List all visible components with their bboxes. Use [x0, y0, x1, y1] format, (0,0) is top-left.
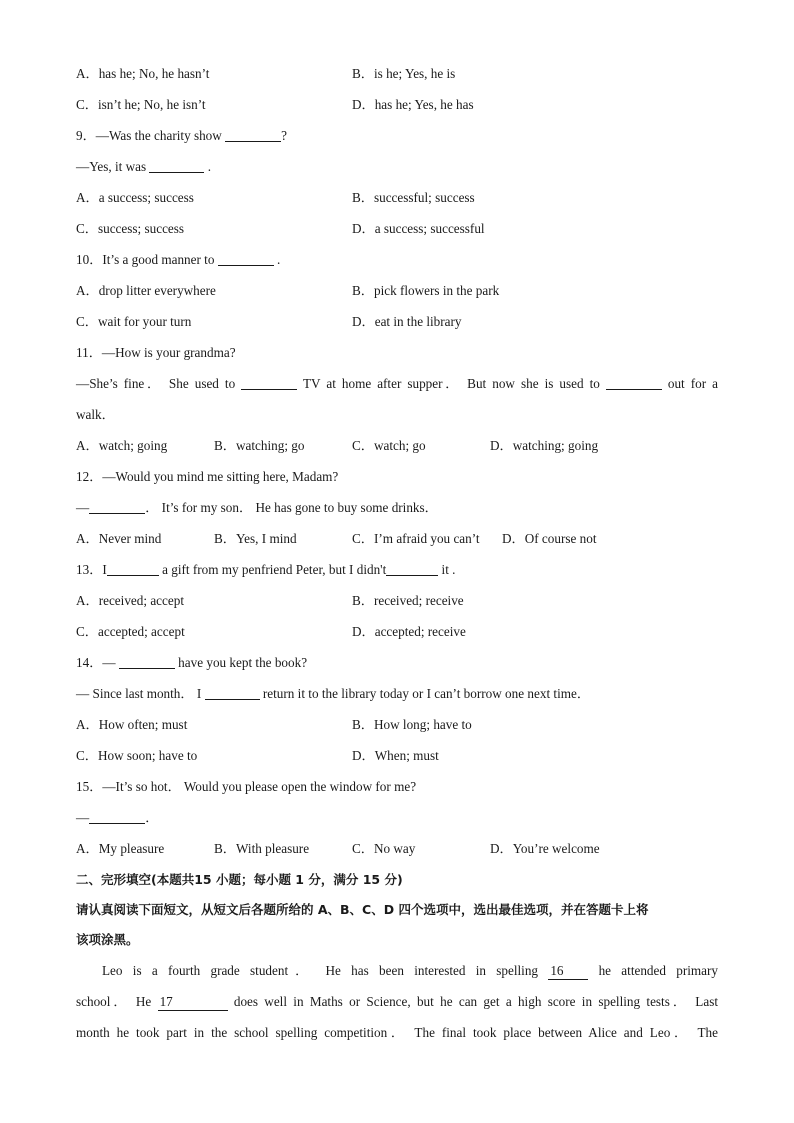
q15-reply-pre: —	[76, 810, 90, 825]
q14-stem-post: have you kept the book?	[174, 655, 308, 670]
passage-line-2	[76, 986, 718, 1017]
q11-blank-2[interactable]	[606, 375, 662, 390]
q11-stem	[76, 337, 718, 368]
q9-blank-2[interactable]	[149, 158, 204, 173]
q9-stem-post: ?	[281, 128, 287, 143]
passage-line-2-pre: school． He	[76, 994, 158, 1009]
q12-option-d[interactable]: D．Of course not	[502, 531, 597, 546]
q12-options	[76, 523, 718, 554]
q10-stem-pre: 10．It’s a good manner to	[76, 252, 218, 267]
q12-option-c[interactable]: C．I’m afraid you can’t	[352, 531, 480, 546]
q11-reply-cont-text: walk．	[76, 407, 115, 422]
q8-option-a[interactable]: A．has he; No, he hasn’t	[76, 66, 210, 81]
q13-option-d[interactable]: D．accepted; receive	[352, 624, 466, 639]
q10-options-row1	[76, 275, 718, 306]
q11-reply-p3: out for a	[661, 376, 718, 391]
q12-blank[interactable]	[89, 499, 145, 514]
q9-options-row2	[76, 213, 718, 244]
q9-stem	[76, 120, 718, 151]
q14-blank-2[interactable]	[205, 685, 260, 700]
passage-line-1-post: he attended primary	[588, 963, 718, 978]
q12-stem-text: 12．—Would you mind me sitting here, Madam?	[76, 469, 339, 484]
q13-options-row1	[76, 585, 718, 616]
q11-options	[76, 430, 718, 461]
section-2-instruction-line2: 该项涂黑。	[76, 932, 139, 947]
q11-option-c[interactable]: C．watch; go	[352, 438, 426, 453]
q13-blank-1[interactable]	[107, 561, 159, 576]
cloze-blank-17[interactable]: 17	[158, 994, 228, 1011]
q8-options-row1	[76, 58, 718, 89]
q9-option-b[interactable]: B．successful; success	[352, 190, 475, 205]
q11-reply	[76, 368, 718, 399]
q12-reply-post: ． It’s for my son． He has gone to buy some drinks．	[145, 500, 438, 515]
q14-reply-post: return it to the library today or I can’t borrow one next time．	[259, 686, 591, 701]
q14-reply-pre: — Since last month． I	[76, 686, 205, 701]
q12-option-a[interactable]: A．Never mind	[76, 531, 162, 546]
q11-option-d[interactable]: D．watching; going	[490, 438, 599, 453]
q15-option-d[interactable]: D．You’re welcome	[490, 841, 600, 856]
q10-option-d[interactable]: D．eat in the library	[352, 314, 462, 329]
q14-stem-pre: 14．—	[76, 655, 119, 670]
q8-option-b[interactable]: B．is he; Yes, he is	[352, 66, 456, 81]
q12-reply	[76, 492, 718, 523]
q8-option-d[interactable]: D．has he; Yes, he has	[352, 97, 474, 112]
passage-line-1-pre: Leo is a fourth grade student． He has been interested in spelling	[102, 963, 549, 978]
q15-stem	[76, 771, 718, 802]
q11-reply-text	[76, 368, 718, 399]
q11-option-b[interactable]: B．watching; go	[214, 438, 305, 453]
q9-option-c[interactable]: C．success; success	[76, 221, 185, 236]
q8-options-row2	[76, 89, 718, 120]
q13-blank-2[interactable]	[386, 561, 438, 576]
q14-reply	[76, 678, 718, 709]
q14-options-row2	[76, 740, 718, 771]
q14-option-d[interactable]: D．When; must	[352, 748, 439, 763]
q13-p3: it .	[438, 562, 456, 577]
q14-option-a[interactable]: A．How often; must	[76, 717, 188, 732]
q9-options-row1	[76, 182, 718, 213]
q13-option-a[interactable]: A．received; accept	[76, 593, 184, 608]
q14-option-c[interactable]: C．How soon; have to	[76, 748, 198, 763]
q15-reply-post: ．	[145, 810, 159, 825]
q11-reply-p2: TV at home after supper． But now she is used to	[297, 376, 606, 391]
q11-reply-cont	[76, 399, 718, 430]
q13-stem	[76, 554, 718, 585]
passage-line-1	[76, 955, 718, 986]
q14-stem	[76, 647, 718, 678]
q9-reply-post: .	[204, 159, 211, 174]
passage-line-3: month he took part in the school spelling competition． The final took place between Alice and Leo． The	[76, 1025, 718, 1040]
section-2-instruction-line1: 请认真阅读下面短文，从短文后各题所给的 A、B、C、D 四个选项中，选出最佳选项，并在答题卡上将	[76, 902, 649, 917]
q15-option-b[interactable]: B．With pleasure	[214, 841, 310, 856]
q10-option-a[interactable]: A．drop litter everywhere	[76, 283, 216, 298]
q9-reply	[76, 151, 718, 182]
q9-option-d[interactable]: D．a success; successful	[352, 221, 485, 236]
q11-option-a[interactable]: A．watch; going	[76, 438, 168, 453]
q14-option-b[interactable]: B．How long; have to	[352, 717, 472, 732]
passage-line-2-post: does well in Maths or Science, but he can get a high score in spelling tests． Last	[227, 994, 719, 1009]
q10-stem	[76, 244, 718, 275]
q10-options-row2	[76, 306, 718, 337]
q14-blank-1[interactable]	[119, 654, 175, 669]
q12-reply-pre: —	[76, 500, 90, 515]
q11-blank-1[interactable]	[241, 375, 297, 390]
q10-stem-post: .	[273, 252, 281, 267]
cloze-blank-16[interactable]: 16	[548, 963, 588, 980]
q9-option-a[interactable]: A．a success; success	[76, 190, 194, 205]
q9-reply-pre: —Yes, it was	[76, 159, 150, 174]
q10-option-b[interactable]: B．pick flowers in the park	[352, 283, 500, 298]
worksheet-page	[76, 58, 718, 1048]
q12-option-b[interactable]: B．Yes, I mind	[214, 531, 297, 546]
q15-reply	[76, 802, 718, 833]
q15-stem-text: 15．—It’s so hot． Would you please open the window for me?	[76, 779, 417, 794]
q10-option-c[interactable]: C．wait for your turn	[76, 314, 192, 329]
q9-stem-pre: 9．—Was the charity show	[76, 128, 226, 143]
q13-option-c[interactable]: C．accepted; accept	[76, 624, 185, 639]
q15-options	[76, 833, 718, 864]
q11-stem-text: 11．—How is your grandma?	[76, 345, 236, 360]
q15-option-a[interactable]: A．My pleasure	[76, 841, 165, 856]
q15-blank[interactable]	[89, 809, 145, 824]
q13-options-row2	[76, 616, 718, 647]
q13-option-b[interactable]: B．received; receive	[352, 593, 464, 608]
q8-option-c[interactable]: C．isn’t he; No, he isn’t	[76, 97, 206, 112]
q12-stem	[76, 461, 718, 492]
q14-options-row1	[76, 709, 718, 740]
q10-blank[interactable]	[218, 251, 274, 266]
section-2-title: 二、完形填空(本题共15 小题；每小题 1 分，满分 15 分)	[76, 872, 403, 887]
q9-blank-1[interactable]	[225, 127, 281, 142]
q13-p1: 13．I	[76, 562, 107, 577]
q13-p2: a gift from my penfriend Peter, but I didn't	[158, 562, 387, 577]
q11-reply-p1: —She’s fine． She used to	[76, 376, 242, 391]
q15-option-c[interactable]: C．No way	[352, 841, 416, 856]
